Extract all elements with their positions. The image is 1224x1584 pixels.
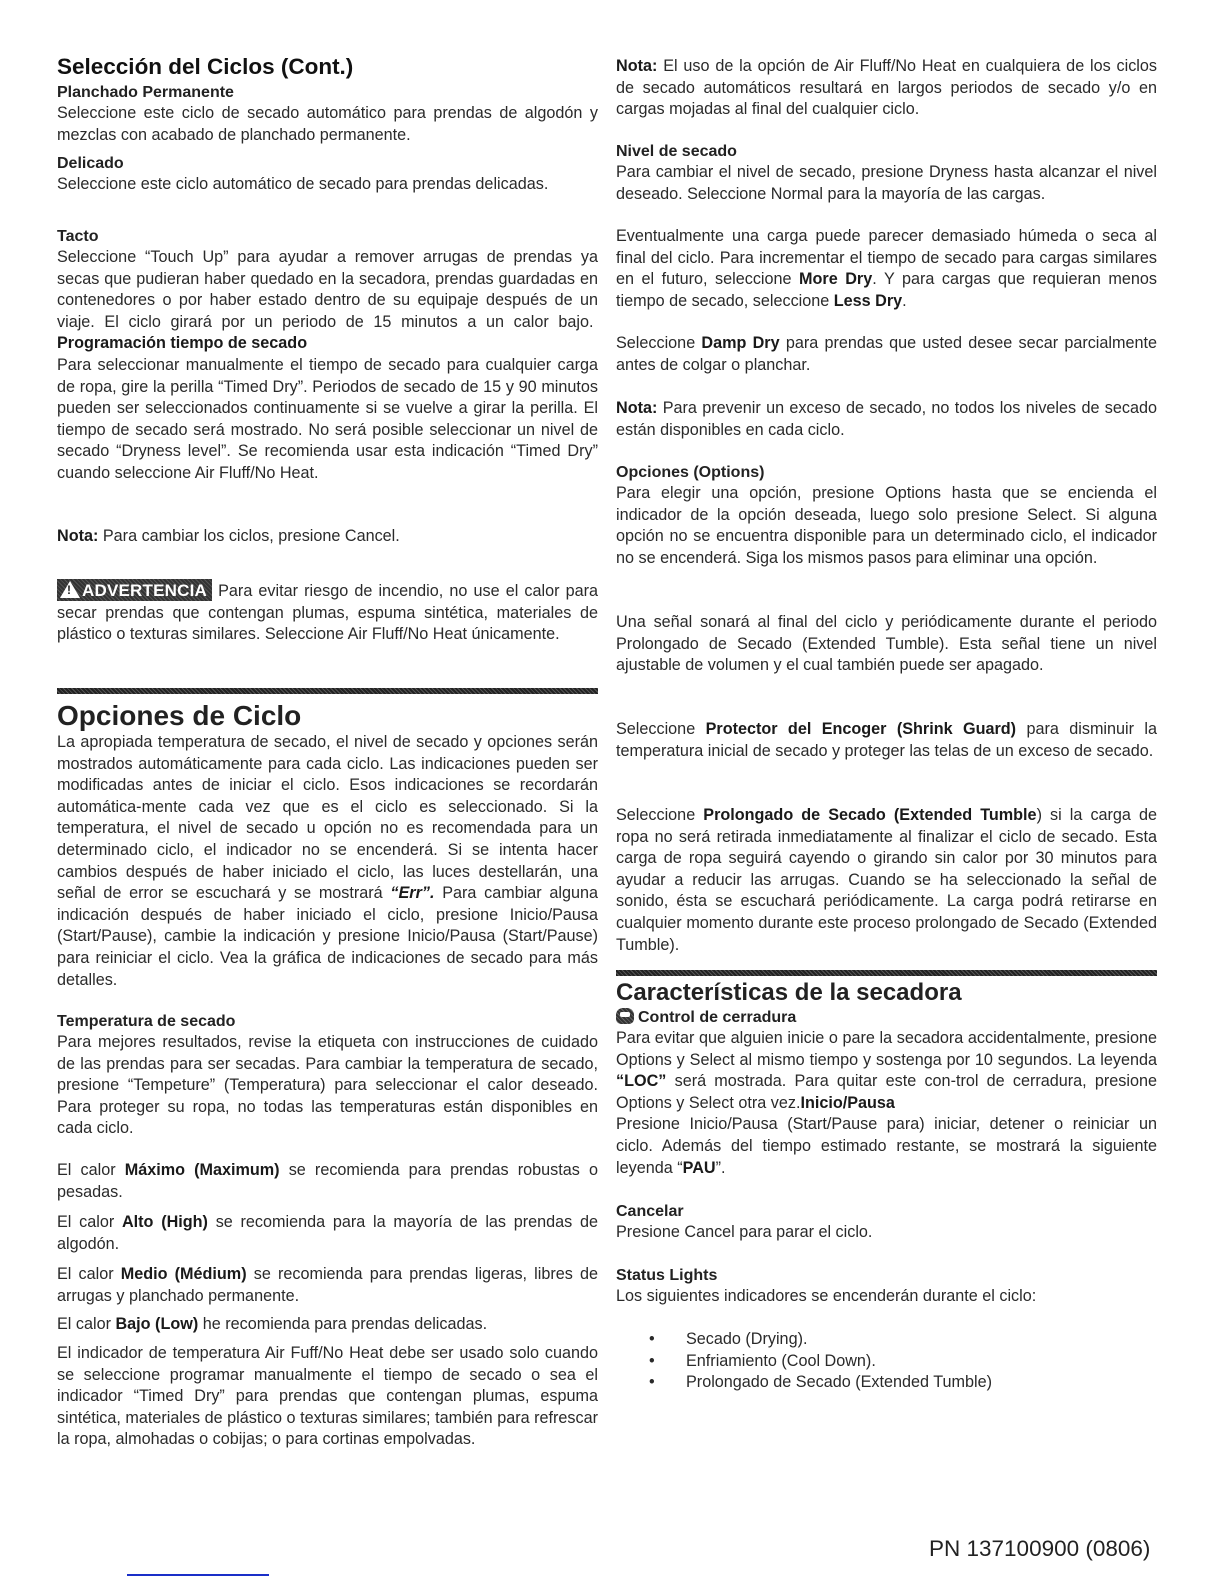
heading-status-lights: Status Lights xyxy=(616,1267,718,1284)
nota-cancel xyxy=(57,526,598,548)
nota-label: Nota: xyxy=(616,399,658,417)
tacto-body: Seleccione “Touch Up” para ayudar a remover arrugas de prendas ya secas que pudieran haber quedado en la secadora, prendas guardadas en contenedores o por haber estado dentro de su equipaje después de un viaje. El ciclo girará por un periodo de 15 minutos a un calor bajo. xyxy=(57,248,598,331)
heading-inicio-pausa: Inicio/Pausa xyxy=(800,1093,895,1112)
heading-opciones-options: Opciones (Options) xyxy=(616,464,765,481)
text-nivel: Para cambiar el nivel de secado, presione Dryness hasta alcanzar el nivel deseado. Seleccione Normal para la mayoría de las cargas. xyxy=(616,163,1157,203)
heading-control-cerradura xyxy=(616,1007,1157,1028)
control-cerradura-label: Control de cerradura xyxy=(638,1009,797,1026)
text-delicado: Seleccione este ciclo automático de secado para prendas delicadas. xyxy=(57,175,549,193)
text-opciones xyxy=(57,732,598,991)
text-inicio-pausa: Presione Inicio/Pausa (Start/Pause para) iniciar, detener o reiniciar un ciclo. Además del tiempo estimado restante, se mostrará la siguiente leyenda “PAU”. xyxy=(616,1115,1157,1177)
text-air-fluff: El indicador de temperatura Air Fuff/No Heat debe ser usado solo cuando se seleccione programar manualmente el tiempo de secado o sea el indicador “Timed Dry” para prendas que contengan plumas, espuma sintética, materiales de plástico o texturas similares; también para refrescar la ropa, almohadas o cobijas; o para cortinas empolvadas. xyxy=(57,1344,598,1449)
warning-badge xyxy=(57,579,212,601)
text-senal: Una señal sonará al final del ciclo y periódicamente durante el periodo Prolongado de Secado (Extended Tumble). Esta señal tiene un nivel ajustable de volumen y el cual también puede ser apagado. xyxy=(616,613,1157,675)
nota-air-text: El uso de la opción de Air Fluff/No Heat en cualquiera de los ciclos de secado automáticos resultará en largos periodos de secado y/o en cargas mojadas al final del cualquier ciclo. xyxy=(616,57,1158,119)
warning-badge-label: ADVERTENCIA xyxy=(82,581,207,600)
status-lights-list xyxy=(616,1329,1157,1394)
heading-tacto: Tacto xyxy=(57,228,99,245)
heading-planchado: Planchado Permanente xyxy=(57,84,234,101)
text-extended-tumble: Seleccione Prolongado de Secado (Extended Tumble) si la carga de ropa no será retirada inmediatamente al finalizar el ciclo de secado. Esta carga de ropa seguirá cayendo o girando sin calor por 30 minutos para ayudar a reducir las arrugas. Cuando se ha seleccionado la señal de sonido, ésta se escuchará periódicamente. La carga podrá retirarse en cualquier momento durante este proceso prolongado de Secado (Extended Tumble). xyxy=(616,806,1158,954)
damp-dry-label: Damp Dry xyxy=(701,334,780,352)
text-tacto xyxy=(57,247,598,355)
section-title-seleccion: Selección del Ciclos (Cont.) xyxy=(57,54,354,79)
less-dry-label: Less Dry xyxy=(833,291,903,310)
extended-tumble-label: Prolongado de Secado (Extended Tumble xyxy=(703,806,1037,824)
nota-cancel-text: Para cambiar los ciclos, presione Cancel. xyxy=(102,527,400,545)
temp-item-bajo: El calor Bajo (Low) he recomienda para prendas delicadas. xyxy=(57,1315,488,1333)
nota-label: Nota: xyxy=(616,57,658,75)
page-link-underline xyxy=(127,1574,269,1576)
text-opciones-options: Para elegir una opción, presione Options hasta que se encienda el indicador de la opción deseada, luego solo presione Select. Si alguna opción no se encuentra disponible para un determinado ciclo, el indicador no se encenderá. Siga los mismos pasos para eliminar una opción. xyxy=(616,484,1157,567)
lock-icon xyxy=(616,1008,634,1024)
warning-triangle-icon: ! xyxy=(60,581,80,598)
nota-niveles-text: Para prevenir un exceso de secado, no todos los niveles de secado están disponibles en cada ciclo. xyxy=(616,399,1157,439)
list-item: • Enfriamiento (Cool Down). xyxy=(616,1351,1157,1373)
err-code: “Err”. xyxy=(390,884,435,903)
text-damp-dry: Seleccione Damp Dry para prendas que usted desee secar parcialmente antes de colgar o planchar. xyxy=(616,334,1157,374)
heading-programacion: Programación tiempo de secado xyxy=(57,334,308,353)
opciones-text-b: Para cambiar alguna indicación después de haber iniciado el ciclo, presione Inicio/Pausa (Start/Pause), cambie la indicación y presione Inicio/Pausa (Start/Pause) para reiniciar el ciclo. Vea la gráfica de indicaciones de secado para más detalles. xyxy=(57,884,599,989)
temp-item-maximo: El calor Máximo (Maximum) se recomienda para prendas robustas o pesadas. xyxy=(57,1161,598,1201)
heading-nivel: Nivel de secado xyxy=(616,143,737,160)
text-cancelar: Presione Cancel para parar el ciclo. xyxy=(616,1223,873,1241)
section-title-opciones: Opciones de Ciclo xyxy=(57,700,302,731)
text-planchado: Seleccione este ciclo de secado automático para prendas de algodón y mezclas con acabado de planchado permanente. xyxy=(57,104,598,144)
more-dry-label: More Dry xyxy=(799,270,873,289)
part-number: PN 137100900 (0806) xyxy=(929,1536,1151,1561)
section-divider xyxy=(57,688,598,694)
text-timed-dry: Para seleccionar manualmente el tiempo de secado para cualquier carga de ropa, gire la perilla “Timed Dry”. Periodos de secado de 15 y 90 minutos pueden ser seleccionados continuamente si se vuelve a girar la perilla. El tiempo de secado será mostrado. No será posible seleccionar un nivel de secado “Dryness level”. Se recomienda usar esta indicación “Timed Dry” cuando seleccione Air Fluff/No Heat. xyxy=(57,355,598,482)
shrink-guard-label: Protector del Encoger (Shrink Guard) xyxy=(705,720,1017,738)
warning-block xyxy=(57,579,598,646)
list-item: • Secado (Drying). xyxy=(616,1329,1157,1351)
opciones-text-a: La apropiada temperatura de secado, el nivel de secado y opciones serán mostrados automáticamente para cada ciclo. Las indicaciones pueden ser modificadas antes de iniciar el ciclo. Esos indicaciones se recordarán automática-mente cada vez que es el ciclo es seleccionado. Si la temperatura, el nivel de secado u opción no es recomendada para un determinado ciclo, el indicador no se encenderá. Si se intenta hacer cambios después de haber iniciado el ciclo, las luces destellarán, una señal de error se escuchará y se mostrará xyxy=(57,733,598,903)
text-eventual: Eventualmente una carga puede parecer demasiado húmeda o seca al final del ciclo. Para incrementar el tiempo de secado para cargas similares en el futuro, seleccione More Dry. Y para cargas que requieran menos tiempo de secado, seleccione Less Dry. xyxy=(616,227,1157,310)
nota-niveles xyxy=(616,398,1157,441)
pau-code: PAU xyxy=(682,1158,716,1177)
nota-label: Nota: xyxy=(57,527,99,545)
heading-temperatura: Temperatura de secado xyxy=(57,1013,236,1030)
list-item: • Prolongado de Secado (Extended Tumble) xyxy=(616,1372,1157,1394)
text-status-lights: Los siguientes indicadores se encenderán durante el ciclo: xyxy=(616,1287,1037,1305)
text-control-cerradura: Para evitar que alguien inicie o pare la secadora accidentalmente, presione Options y Select al mismo tiempo y sostenga por 10 segundos. La leyenda “LOC” será mostrada. Para quitar este con-trol de cerradura, presione Options y Select otra vez.Inicio/Pausa xyxy=(616,1029,1157,1112)
temp-item-alto: El calor Alto (High) se recomienda para la mayoría de las prendas de algodón. xyxy=(57,1213,599,1253)
temp-item-medio: El calor Medio (Médium) se recomienda para prendas ligeras, libres de arrugas y planchado permanente. xyxy=(57,1265,599,1305)
nota-air-fluff xyxy=(616,56,1157,121)
loc-code: “LOC” xyxy=(616,1072,667,1091)
section-divider xyxy=(616,970,1157,976)
heading-delicado: Delicado xyxy=(57,155,124,172)
warning-text: Para evitar riesgo de incendio, no use el calor para secar prendas que contengan plumas, espuma sintética, materiales de plástico o texturas similares. Seleccione Air Fluff/No Heat únicamente. xyxy=(57,582,598,644)
text-temperatura: Para mejores resultados, revise la etiqueta con instrucciones de cuidado de las prendas para ser secadas. Para cambiar la temperatura de secado, presione “Tempeture” (Temperatura) para seleccionar el calor deseado. Para proteger su ropa, no todas las temperaturas están disponibles en cada ciclo. xyxy=(57,1033,598,1138)
heading-cancelar: Cancelar xyxy=(616,1203,684,1220)
text-shrink-guard: Seleccione Protector del Encoger (Shrink Guard) para disminuir la temperatura inicial de secado y proteger las telas de un exceso de secado. xyxy=(616,720,1158,760)
section-title-caracteristicas: Características de la secadora xyxy=(616,979,962,1006)
